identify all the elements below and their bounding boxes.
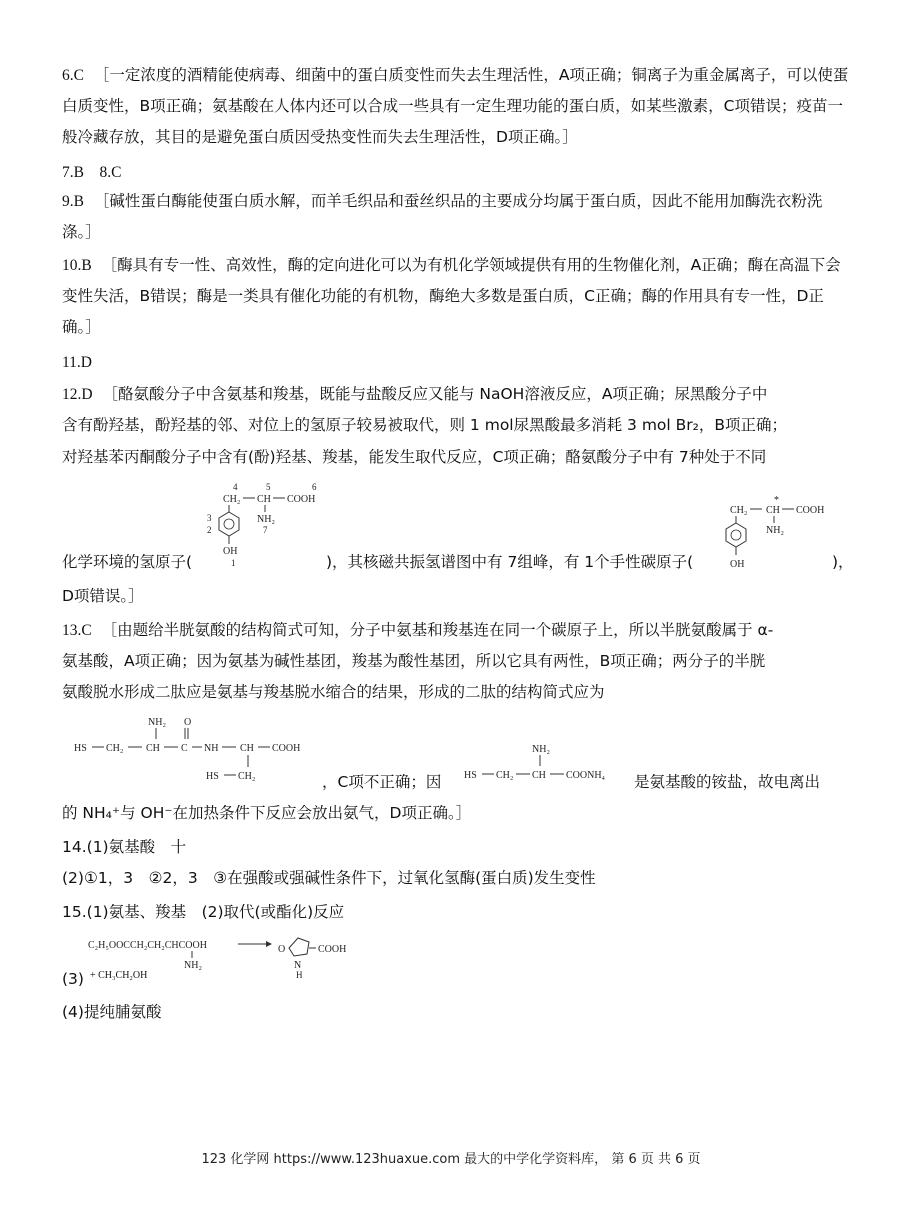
am-coonh4: COONH₄ xyxy=(566,770,606,781)
answer-12-line4c: )， xyxy=(832,553,854,571)
rx-o: O xyxy=(278,944,286,955)
answer-12-line4b: )，其核磁共振氢谱图中有 7组峰，有 1个手性碳原子( xyxy=(326,553,694,571)
tyr-oh: OH xyxy=(223,546,238,557)
tyr-num-5: 5 xyxy=(266,482,271,492)
answer-6-text: ［一定浓度的酒精能使病毒、细菌中的蛋白质变性而失去生理活性，A项正确；铜离子为重金属离子，可以使蛋白质变性，B项正确；氨基酸在人体内还可以合成一些具有一定生理功能的蛋白质，如某些激素，C项错误；疫苗一般冷藏存放，其目的是避免蛋白质因受热变性而失去生理活性，D项正确。］ xyxy=(62,66,849,146)
dp-nh: NH xyxy=(204,743,219,754)
answer-11: 11.D xyxy=(62,354,92,371)
tyr2-cooh: COOH xyxy=(796,505,825,516)
am-nh2: NH₂ xyxy=(532,744,550,755)
answer-12-line2: 含有酚羟基，酚羟基的邻、对位上的氢原子较易被取代，则 1 mol尿黑酸最多消耗 3 mol Br₂，B项正确； xyxy=(62,416,787,434)
answer-6 xyxy=(62,60,852,153)
answer-10 xyxy=(62,250,852,343)
answer-10-label: 10.B xyxy=(62,257,92,274)
tyrosine-chiral-structure xyxy=(724,495,834,575)
answer-13-line5: 的 NH₄⁺与 OH⁻在加热条件下反应会放出氨气，D项正确。］ xyxy=(62,804,472,822)
dipeptide-structure xyxy=(72,713,322,785)
tyr-num-2: 2 xyxy=(207,525,212,535)
rx-reactant: C₂H₅OOCCH₂CH₂CHCOOH xyxy=(88,940,207,951)
dp-cooh: COOH xyxy=(272,743,301,754)
tyr2-oh: OH xyxy=(730,559,745,570)
rx-cooh: COOH xyxy=(318,944,347,955)
tyr2-nh2: NH₂ xyxy=(766,525,784,536)
dp-c: C xyxy=(181,743,188,754)
answer-9-label: 9.B xyxy=(62,193,84,210)
answer-13-line4b: 是氨基酸的铵盐，故电离出 xyxy=(634,773,821,791)
tyr-nh2: NH₂ xyxy=(257,514,275,525)
am-ch2: CH₂ xyxy=(496,770,514,781)
answer-13-text1: ［由题给半胱氨酸的结构简式可知，分子中氨基和羧基连在同一个碳原子上，所以半胱氨酸属于 α- xyxy=(101,621,774,639)
dp-o: O xyxy=(184,717,192,728)
am-ch: CH xyxy=(532,770,546,781)
answer-10-text: ［酶具有专一性、高效性，酶的定向进化可以为有机化学领域提供有用的生物催化剂，A正确；酶在高温下会变性失活，B错误；酶是一类具有催化功能的有机物，酶绝大多数是蛋白质，C正确；酶的作用具有专一性，D正确。］ xyxy=(62,256,841,336)
answer-15-line1: 15.(1)氨基、羧基 (2)取代(或酯化)反应 xyxy=(62,903,345,921)
answer-15-line3-label: (3) xyxy=(62,970,84,988)
tyr-ch2: CH₂ xyxy=(223,494,241,505)
tyr-chiral-mark: * xyxy=(774,495,779,506)
tyr-ch: CH xyxy=(257,494,271,505)
answer-13-line3: 氨酸脱水形成二肽应是氨基与羧基脱水缩合的结果，形成的二肽的结构简式应为 xyxy=(62,683,605,701)
answer-12-text1: ［酪氨酸分子中含氨基和羧基，既能与盐酸反应又能与 NaOH溶液反应，A项正确；尿黑酸分子中 xyxy=(102,385,768,403)
answer-13-line2: 氨基酸，A项正确；因为氨基为碱性基团，羧基为酸性基团，所以它具有两性，B项正确；两分子的半胱 xyxy=(62,652,766,670)
rx-h: H xyxy=(296,970,303,980)
page-footer: 123 化学网 https://www.123huaxue.com 最大的中学化学资料库， 第 6 页 共 6 页 xyxy=(201,1152,701,1167)
answer-13-line1 xyxy=(62,618,773,640)
answer-14-line2: (2)①1，3 ②2，3 ③在强酸或强碱性条件下，过氧化氢酶(蛋白质)发生变性 xyxy=(62,869,596,887)
am-hs: HS xyxy=(464,770,477,781)
dp-ch2-1: CH₂ xyxy=(106,743,124,754)
tyr-num-6: 6 xyxy=(312,482,317,492)
answer-15-line4: (4)提纯脯氨酸 xyxy=(62,1003,162,1021)
tyr-num-1: 1 xyxy=(231,558,236,568)
answer-9-text: ［碱性蛋白酶能使蛋白质水解，而羊毛织品和蚕丝织品的主要成分均属于蛋白质，因此不能用加酶洗衣粉洗涤。］ xyxy=(62,192,823,241)
answer-13-label: 13.C xyxy=(62,622,92,639)
dp-ch2: CH xyxy=(240,743,254,754)
rx-nh2: NH₂ xyxy=(184,960,202,971)
answer-12-line5: D项错误。］ xyxy=(62,587,144,605)
tyr-num-4: 4 xyxy=(233,482,238,492)
dp-ch1: CH xyxy=(146,743,160,754)
tyr-num-3: 3 xyxy=(207,513,212,523)
tyr-cooh: COOH xyxy=(287,494,316,505)
answer-9 xyxy=(62,186,852,248)
dp-ch2-2: CH₂ xyxy=(238,771,256,782)
answer-14-line1: 14.(1)氨基酸 十 xyxy=(62,838,187,856)
rx-byproduct: + CH₃CH₂OH xyxy=(90,970,148,981)
tyrosine-numbered-structure xyxy=(195,478,335,573)
answer-7-8: 7.B 8.C xyxy=(62,164,122,181)
ammonium-salt-structure xyxy=(462,740,632,790)
rx-n: N xyxy=(294,960,302,971)
tyr-num-7: 7 xyxy=(263,525,268,535)
answer-12-line1 xyxy=(62,382,767,404)
dp-nh2: NH₂ xyxy=(148,717,166,728)
answer-12-line3: 对羟基苯丙酮酸分子中含有(酚)羟基、羧基，能发生取代反应，C项正确；酪氨酸分子中有 7种处于不同 xyxy=(62,448,767,466)
tyr2-ch: CH xyxy=(766,505,780,516)
answer-13-line4a: ，C项不正确；因 xyxy=(322,773,442,791)
dp-hs2: HS xyxy=(206,771,219,782)
answer-6-label: 6.C xyxy=(62,67,84,84)
answer-12-line4a: 化学环境的氢原子( xyxy=(62,553,193,571)
tyr2-ch2: CH₂ xyxy=(730,505,748,516)
answer-12-label: 12.D xyxy=(62,386,93,403)
dp-hs1: HS xyxy=(74,743,87,754)
